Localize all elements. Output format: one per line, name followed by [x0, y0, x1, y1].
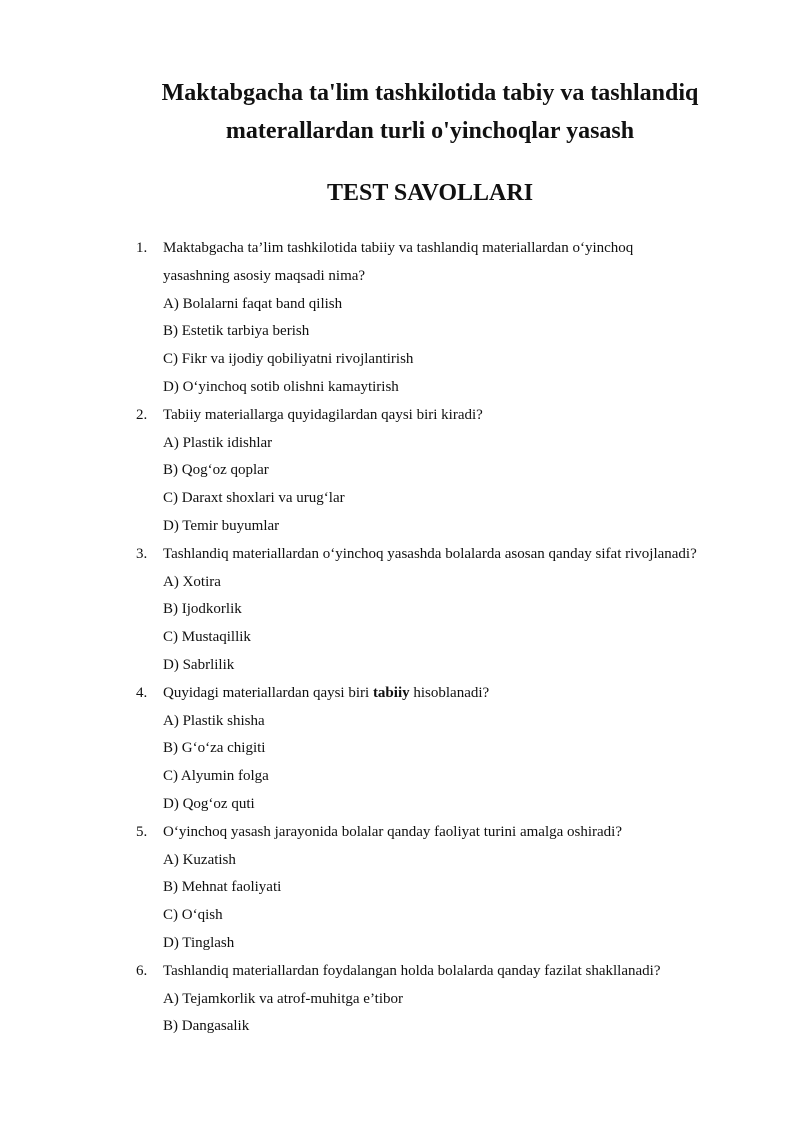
option-a: A) Kuzatish — [163, 851, 236, 868]
option-b: B) Qog‘oz qoplar — [163, 462, 269, 479]
option-d: D) Qog‘oz quti — [163, 795, 255, 812]
question-1 — [136, 235, 776, 402]
option-b: B) Mehnat faoliyati — [163, 879, 282, 896]
question-text-cont: yasashning asosiy maqsadi nima? — [163, 267, 366, 284]
option-d: D) Sabrlilik — [163, 656, 235, 673]
option-d: D) Temir buyumlar — [163, 517, 280, 534]
option-c: C) Mustaqillik — [163, 629, 251, 646]
option-c: C) Alyumin folga — [163, 768, 269, 785]
option-b: B) Dangasalik — [163, 1018, 250, 1035]
option-d: D) Tinglash — [163, 934, 235, 951]
section-heading: TEST SAVOLLARI — [326, 180, 534, 206]
title-line-1: Maktabgacha ta'lim tashkilotida tabiy va tashlandiq — [161, 80, 699, 106]
question-4 — [136, 680, 776, 819]
question-number: 3. — [136, 545, 148, 562]
option-b: B) Ijodkorlik — [163, 601, 242, 618]
option-c: C) Daraxt shoxlari va urug‘lar — [163, 490, 345, 507]
question-number: 6. — [136, 962, 148, 979]
question-number: 2. — [136, 406, 148, 423]
question-text: Tashlandiq materiallardan foydalangan holda bolalarda qanday fazilat shakllanadi? — [163, 962, 661, 979]
question-number: 1. — [136, 240, 148, 256]
option-a: A) Plastik shisha — [163, 712, 265, 729]
title-line-2: materallardan turli o'yinchoqlar yasash — [225, 118, 635, 144]
option-a: A) Plastik idishlar — [163, 434, 273, 451]
option-d: D) O‘yinchoq sotib olishni kamaytirish — [163, 378, 399, 395]
option-a: A) Xotira — [163, 573, 221, 590]
question-text: O‘yinchoq yasash jarayonida bolalar qanday faoliyat turini amalga oshiradi? — [163, 823, 623, 840]
question-list — [136, 235, 776, 1041]
question-5 — [136, 819, 776, 958]
question-number: 4. — [136, 684, 148, 701]
question-6 — [136, 958, 776, 1041]
option-b: B) G‘o‘za chigiti — [163, 740, 266, 757]
question-3 — [136, 541, 776, 680]
question-text — [163, 680, 776, 708]
question-2 — [136, 402, 776, 541]
document-title — [120, 74, 740, 150]
option-a: A) Bolalarni faqat band qilish — [163, 295, 343, 312]
question-text: Tabiiy materiallarga quyidagilardan qaysi biri kiradi? — [163, 406, 483, 423]
question-number: 5. — [136, 823, 148, 840]
question-text-emphasis: tabiiy — [372, 684, 410, 701]
question-text-end: hisoblanadi? — [409, 684, 490, 701]
question-text-start: Quyidagi materiallardan qaysi biri — [163, 684, 373, 701]
option-b: B) Estetik tarbiya berish — [163, 323, 310, 340]
option-a: A) Tejamkorlik va atrof-muhitga e’tibor — [163, 990, 403, 1007]
option-c: C) Fikr va ijodiy qobiliyatni rivojlantirish — [163, 351, 414, 368]
question-text: Tashlandiq materiallardan o‘yinchoq yasashda bolalarda asosan qanday sifat rivojlanadi? — [163, 545, 697, 562]
option-c: C) O‘qish — [163, 907, 223, 924]
question-text: Maktabgacha ta’lim tashkilotida tabiiy va tashlandiq materiallardan o‘yinchoq — [163, 240, 634, 256]
